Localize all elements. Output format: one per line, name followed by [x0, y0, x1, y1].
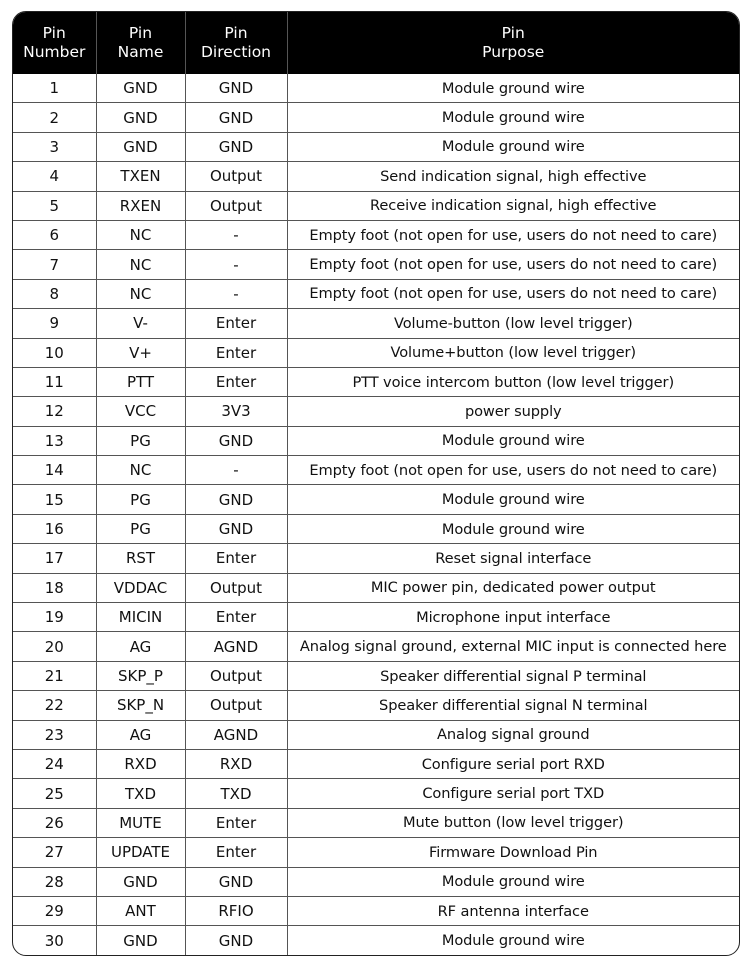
table-row — [13, 926, 739, 955]
table-row — [13, 162, 739, 191]
cell-pin-direction: RXD — [185, 749, 287, 778]
table-row — [13, 132, 739, 161]
cell-pin-direction: Output — [185, 691, 287, 720]
cell-pin-name: TXD — [96, 779, 185, 808]
cell-pin-direction: - — [185, 220, 287, 249]
cell-pin-direction: GND — [185, 74, 287, 103]
cell-pin-name: GND — [96, 926, 185, 955]
cell-pin-name: GND — [96, 132, 185, 161]
header-pin-name — [96, 12, 185, 74]
cell-pin-purpose: Empty foot (not open for use, users do not need to care) — [287, 279, 739, 308]
cell-pin-name: GND — [96, 74, 185, 103]
table-row — [13, 603, 739, 632]
cell-pin-name: VDDAC — [96, 573, 185, 602]
cell-pin-number: 27 — [13, 838, 96, 867]
cell-pin-number: 12 — [13, 397, 96, 426]
cell-pin-number: 24 — [13, 749, 96, 778]
cell-pin-number: 14 — [13, 456, 96, 485]
table-row — [13, 867, 739, 896]
cell-pin-name: MICIN — [96, 603, 185, 632]
header-pin-number — [13, 12, 96, 74]
cell-pin-number: 4 — [13, 162, 96, 191]
cell-pin-purpose: Send indication signal, high effective — [287, 162, 739, 191]
cell-pin-purpose: PTT voice intercom button (low level trigger) — [287, 367, 739, 396]
table-row — [13, 309, 739, 338]
pin-table-container — [12, 11, 740, 956]
table-row — [13, 191, 739, 220]
cell-pin-direction: - — [185, 279, 287, 308]
header-pin-purpose — [287, 12, 739, 74]
cell-pin-number: 21 — [13, 661, 96, 690]
cell-pin-purpose: Receive indication signal, high effective — [287, 191, 739, 220]
cell-pin-purpose: Speaker differential signal N terminal — [287, 691, 739, 720]
cell-pin-purpose: Module ground wire — [287, 514, 739, 543]
pin-table — [13, 12, 739, 955]
cell-pin-direction: Enter — [185, 338, 287, 367]
cell-pin-purpose: Reset signal interface — [287, 544, 739, 573]
cell-pin-name: RST — [96, 544, 185, 573]
cell-pin-direction: GND — [185, 926, 287, 955]
table-row — [13, 661, 739, 690]
cell-pin-name: V+ — [96, 338, 185, 367]
table-row — [13, 896, 739, 925]
cell-pin-number: 15 — [13, 485, 96, 514]
cell-pin-purpose: Microphone input interface — [287, 603, 739, 632]
cell-pin-name: GND — [96, 103, 185, 132]
cell-pin-purpose: Module ground wire — [287, 867, 739, 896]
cell-pin-direction: GND — [185, 514, 287, 543]
header-line: Number — [23, 43, 86, 61]
cell-pin-purpose: Volume+button (low level trigger) — [287, 338, 739, 367]
cell-pin-direction: Enter — [185, 838, 287, 867]
cell-pin-name: RXD — [96, 749, 185, 778]
table-body — [13, 74, 739, 955]
cell-pin-number: 20 — [13, 632, 96, 661]
cell-pin-number: 6 — [13, 220, 96, 249]
cell-pin-purpose: Module ground wire — [287, 103, 739, 132]
cell-pin-direction: GND — [185, 426, 287, 455]
cell-pin-name: AG — [96, 632, 185, 661]
cell-pin-purpose: Volume-button (low level trigger) — [287, 309, 739, 338]
table-row — [13, 632, 739, 661]
cell-pin-purpose: Module ground wire — [287, 132, 739, 161]
cell-pin-purpose: Module ground wire — [287, 485, 739, 514]
cell-pin-direction: Output — [185, 573, 287, 602]
table-row — [13, 691, 739, 720]
table-header-row — [13, 12, 739, 74]
header-line: Pin — [42, 24, 66, 42]
header-line: Purpose — [482, 43, 545, 61]
cell-pin-direction: Enter — [185, 808, 287, 837]
cell-pin-name: SKP_N — [96, 691, 185, 720]
table-row — [13, 338, 739, 367]
cell-pin-name: AG — [96, 720, 185, 749]
cell-pin-direction: AGND — [185, 720, 287, 749]
cell-pin-purpose: Empty foot (not open for use, users do not need to care) — [287, 456, 739, 485]
table-row — [13, 749, 739, 778]
cell-pin-name: GND — [96, 867, 185, 896]
cell-pin-name: TXEN — [96, 162, 185, 191]
cell-pin-direction: RFIO — [185, 896, 287, 925]
cell-pin-name: SKP_P — [96, 661, 185, 690]
table-row — [13, 456, 739, 485]
cell-pin-purpose: Empty foot (not open for use, users do not need to care) — [287, 250, 739, 279]
cell-pin-direction: GND — [185, 103, 287, 132]
cell-pin-direction: Output — [185, 162, 287, 191]
cell-pin-name: V- — [96, 309, 185, 338]
cell-pin-number: 17 — [13, 544, 96, 573]
cell-pin-number: 23 — [13, 720, 96, 749]
table-row — [13, 397, 739, 426]
table-row — [13, 544, 739, 573]
cell-pin-direction: Output — [185, 661, 287, 690]
cell-pin-direction: 3V3 — [185, 397, 287, 426]
cell-pin-direction: GND — [185, 867, 287, 896]
cell-pin-name: NC — [96, 456, 185, 485]
table-row — [13, 74, 739, 103]
cell-pin-number: 26 — [13, 808, 96, 837]
cell-pin-number: 3 — [13, 132, 96, 161]
cell-pin-direction: GND — [185, 485, 287, 514]
cell-pin-purpose: Configure serial port RXD — [287, 749, 739, 778]
table-row — [13, 220, 739, 249]
cell-pin-number: 19 — [13, 603, 96, 632]
table-row — [13, 367, 739, 396]
cell-pin-number: 25 — [13, 779, 96, 808]
cell-pin-purpose: Speaker differential signal P terminal — [287, 661, 739, 690]
header-line: Direction — [200, 43, 272, 61]
cell-pin-name: MUTE — [96, 808, 185, 837]
cell-pin-name: NC — [96, 279, 185, 308]
table-row — [13, 779, 739, 808]
cell-pin-direction: Enter — [185, 309, 287, 338]
cell-pin-number: 16 — [13, 514, 96, 543]
cell-pin-number: 2 — [13, 103, 96, 132]
header-line: Pin — [501, 24, 525, 42]
table-row — [13, 514, 739, 543]
cell-pin-name: NC — [96, 220, 185, 249]
cell-pin-direction: - — [185, 456, 287, 485]
cell-pin-number: 29 — [13, 896, 96, 925]
table-row — [13, 485, 739, 514]
cell-pin-number: 1 — [49, 79, 60, 98]
table-row — [13, 720, 739, 749]
cell-pin-name: PG — [96, 485, 185, 514]
cell-pin-direction: TXD — [185, 779, 287, 808]
cell-pin-number: 7 — [13, 250, 96, 279]
cell-pin-name: PG — [96, 514, 185, 543]
table-row — [13, 250, 739, 279]
table-row — [13, 426, 739, 455]
header-line: Pin — [224, 24, 248, 42]
cell-pin-purpose: Mute button (low level trigger) — [287, 808, 739, 837]
cell-pin-direction: Output — [185, 191, 287, 220]
cell-pin-purpose: Configure serial port TXD — [287, 779, 739, 808]
cell-pin-name: UPDATE — [96, 838, 185, 867]
cell-pin-number: 18 — [13, 573, 96, 602]
cell-pin-direction: GND — [185, 132, 287, 161]
cell-pin-direction: Enter — [185, 367, 287, 396]
cell-pin-direction: Enter — [185, 603, 287, 632]
cell-pin-name: NC — [96, 250, 185, 279]
cell-pin-purpose: MIC power pin, dedicated power output — [287, 573, 739, 602]
cell-pin-direction: - — [185, 250, 287, 279]
cell-pin-purpose: power supply — [287, 397, 739, 426]
table-row — [13, 808, 739, 837]
cell-pin-number: 5 — [13, 191, 96, 220]
cell-pin-purpose: Empty foot (not open for use, users do not need to care) — [287, 220, 739, 249]
cell-pin-number: 9 — [13, 309, 96, 338]
header-line: Pin — [128, 24, 153, 42]
header-line: Name — [117, 43, 164, 61]
cell-pin-direction: AGND — [185, 632, 287, 661]
table-row — [13, 103, 739, 132]
cell-pin-direction: Enter — [185, 544, 287, 573]
cell-pin-purpose: Firmware Download Pin — [287, 838, 739, 867]
cell-pin-purpose: Module ground wire — [287, 74, 739, 103]
table-row — [13, 838, 739, 867]
cell-pin-name: PTT — [96, 367, 185, 396]
cell-pin-purpose: RF antenna interface — [287, 896, 739, 925]
table-row — [13, 279, 739, 308]
cell-pin-number: 10 — [13, 338, 96, 367]
cell-pin-purpose: Analog signal ground, external MIC input is connected here — [287, 632, 739, 661]
cell-pin-number: 30 — [13, 926, 96, 955]
cell-pin-number: 13 — [13, 426, 96, 455]
cell-pin-number: 11 — [13, 367, 96, 396]
cell-pin-purpose: Analog signal ground — [287, 720, 739, 749]
cell-pin-name: ANT — [96, 896, 185, 925]
cell-pin-number: 28 — [13, 867, 96, 896]
cell-pin-name: RXEN — [96, 191, 185, 220]
cell-pin-name: PG — [96, 426, 185, 455]
table-row — [13, 573, 739, 602]
cell-pin-number: 22 — [13, 691, 96, 720]
cell-pin-purpose: Module ground wire — [287, 926, 739, 955]
header-pin-direction — [185, 12, 287, 74]
cell-pin-number: 8 — [13, 279, 96, 308]
cell-pin-name: VCC — [96, 397, 185, 426]
cell-pin-purpose: Module ground wire — [287, 426, 739, 455]
